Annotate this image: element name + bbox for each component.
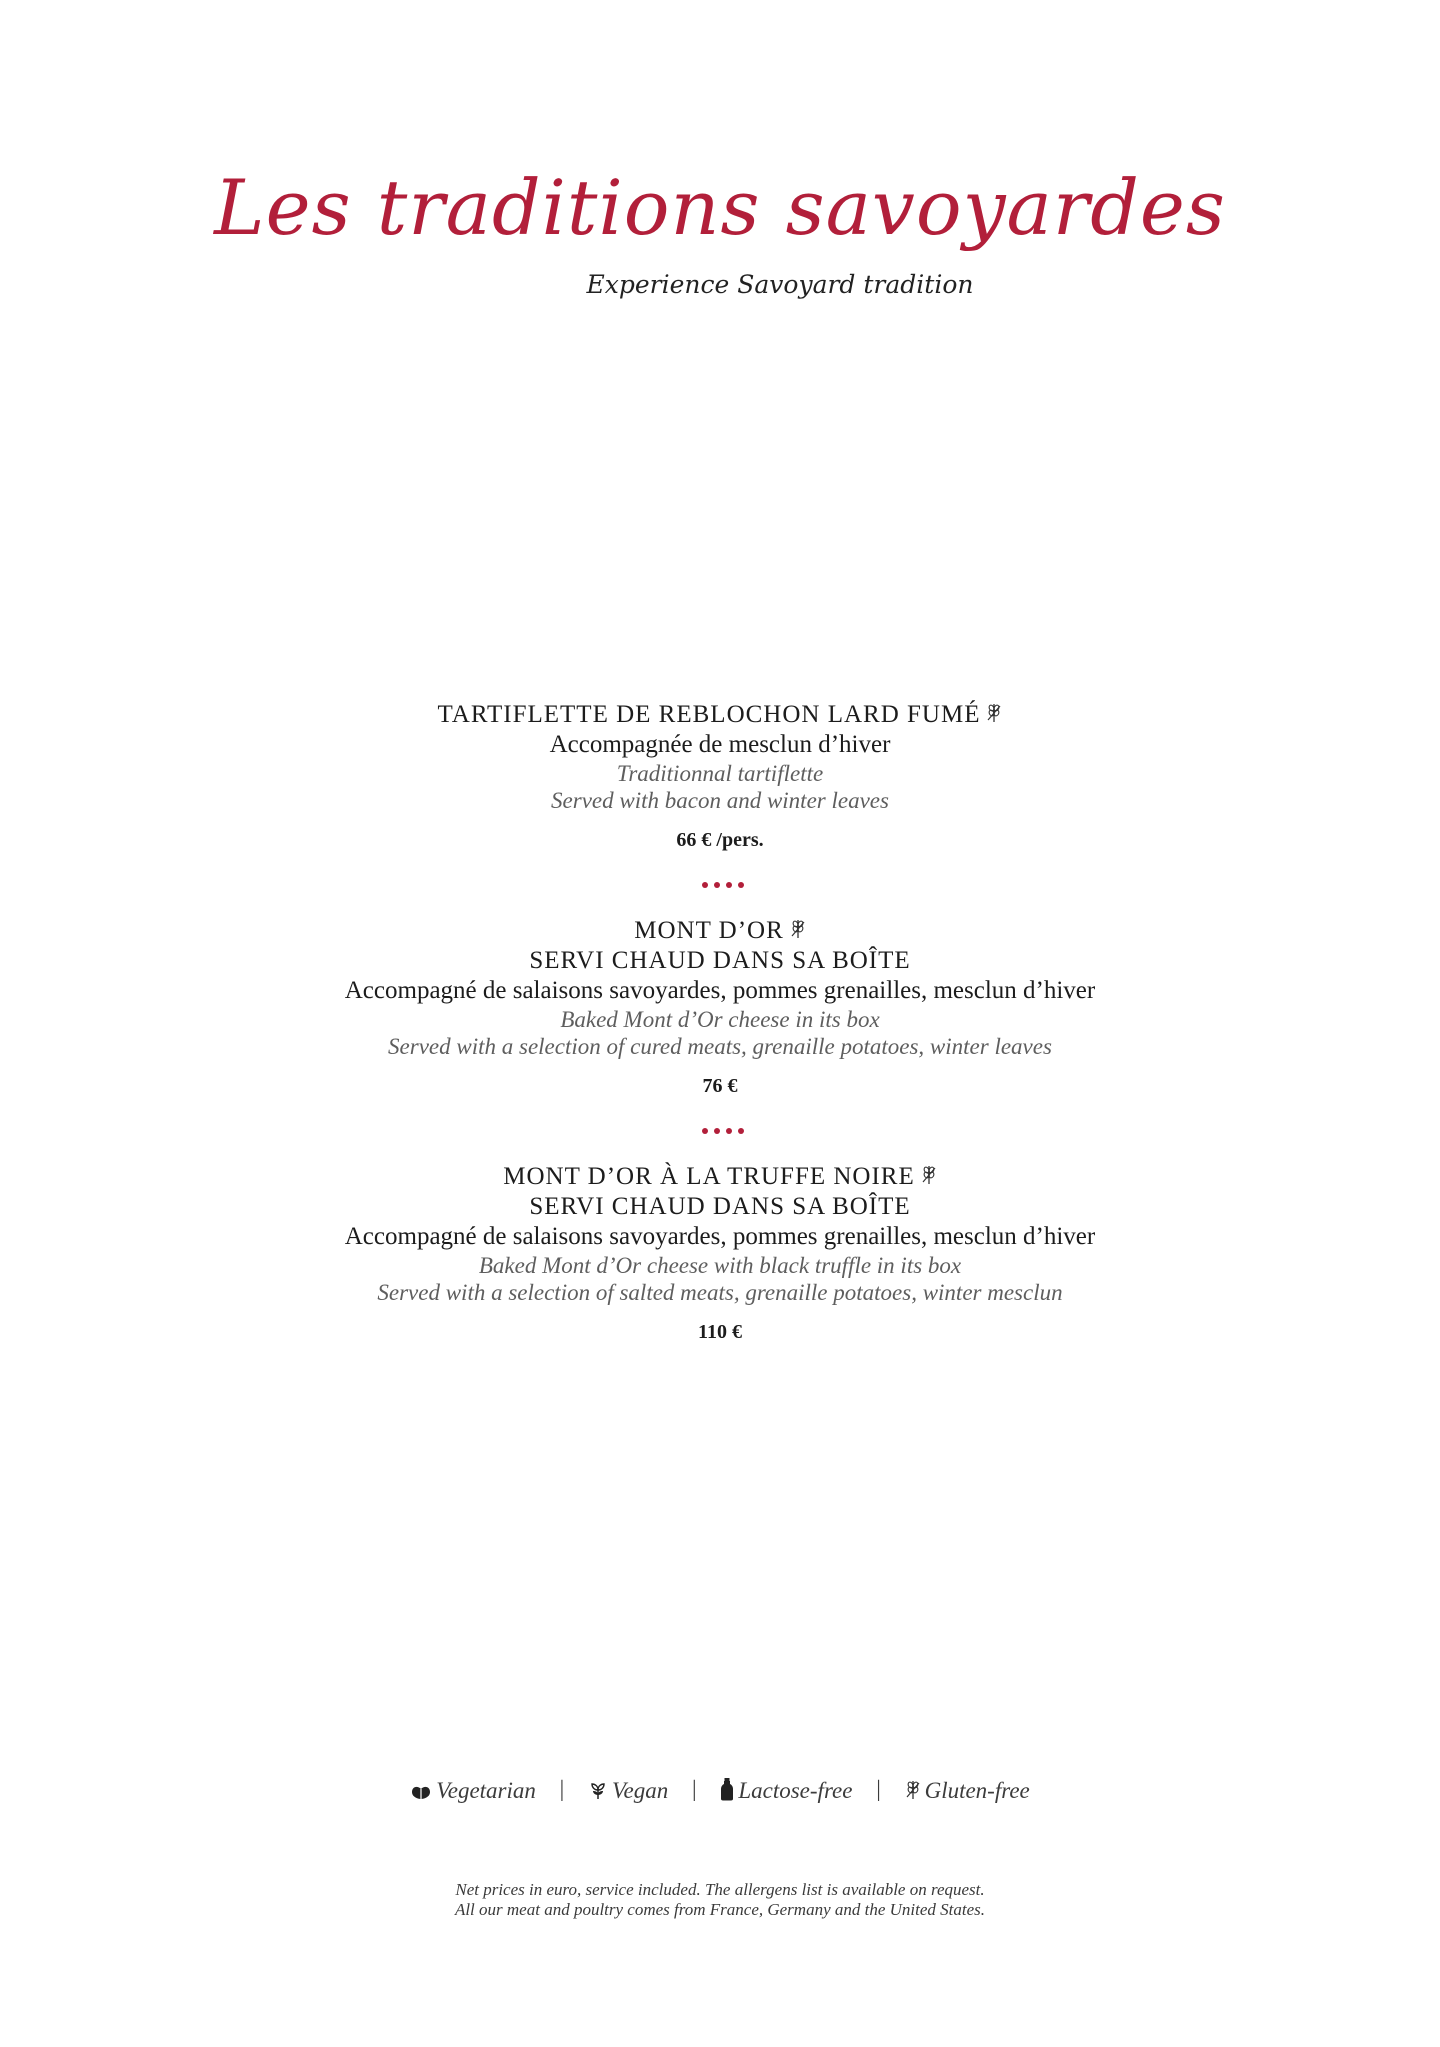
menu-item [0,916,1440,1098]
gluten-free-icon [921,1164,937,1186]
legend-divider: | [876,1776,881,1801]
dish-description-fr: Accompagné de salaisons savoyardes, pommes grenailles, mesclun d’hiver [344,977,1096,1004]
dish-description-fr: Accompagné de salaisons savoyardes, pommes grenailles, mesclun d’hiver [344,1223,1096,1250]
dish-description-en: Served with a selection of cured meats, grenaille potatoes, winter leaves [388,1034,1052,1059]
dish-name [0,916,1440,946]
legend-vegan [588,1778,668,1804]
legend-vegetarian [410,1778,536,1804]
menu-header [0,163,1440,299]
legend-label: Lactose-free [738,1778,853,1804]
dish-description-en: Baked Mont d’Or cheese with black truffle in its box [478,1253,962,1278]
dot-separator [6,1120,1440,1140]
dish-description-en: Served with a selection of salted meats, grenaille potatoes, winter mesclun [377,1280,1063,1305]
legend-label: Vegetarian [436,1777,536,1803]
page-subtitle: Experience Savoyard tradition [586,270,974,299]
gluten-free-icon [986,702,1002,724]
dietary-legend [0,1776,1440,1804]
vegan-icon [588,1781,608,1801]
legend-lactose-free [720,1777,852,1804]
dish-name [0,700,1440,730]
legend-gluten-free [905,1778,1030,1804]
page-title: Les traditions savoyardes [214,163,1226,252]
vegetarian-icon [410,1783,432,1801]
bottle-icon [720,1777,734,1801]
dish-price: 66 € /pers. [676,829,764,851]
footer-note: All our meat and poultry comes from France, Germany and the United States. [454,1900,986,1919]
dish-description-en: Served with bacon and winter leaves [551,788,889,813]
menu-item [0,700,1440,852]
legend-label: Gluten-free [924,1777,1030,1803]
dish-name [0,1162,1440,1192]
gluten-free-icon [790,918,806,940]
menu-list [0,700,1440,1344]
dish-description-en: Traditionnal tartiflette [616,761,824,786]
footer-note: Net prices in euro, service included. The allergens list is available on request. [455,1880,985,1899]
legend-divider: | [691,1776,697,1801]
dish-price: 76 € [702,1075,738,1097]
dish-description-en: Baked Mont d’Or cheese in its box [560,1007,880,1032]
menu-item [0,1162,1440,1344]
menu-footer [0,1880,1440,1920]
dish-name-line: SERVI CHAUD DANS SA BOÎTE [529,1193,911,1220]
gluten-free-icon [905,1779,921,1801]
dish-description-fr: Accompagnée de mesclun d’hiver [549,731,891,758]
dish-name-line: TARTIFLETTE DE REBLOCHON LARD FUMÉ [437,701,981,728]
legend-divider: | [559,1776,565,1801]
dish-name-line: MONT D’OR [634,917,784,944]
legend-label: Vegan [612,1777,669,1803]
dish-price: 110 € [698,1321,742,1343]
dish-name-line: MONT D’OR À LA TRUFFE NOIRE [503,1163,915,1190]
dish-name-line: SERVI CHAUD DANS SA BOÎTE [529,947,911,974]
dot-separator [6,874,1440,894]
